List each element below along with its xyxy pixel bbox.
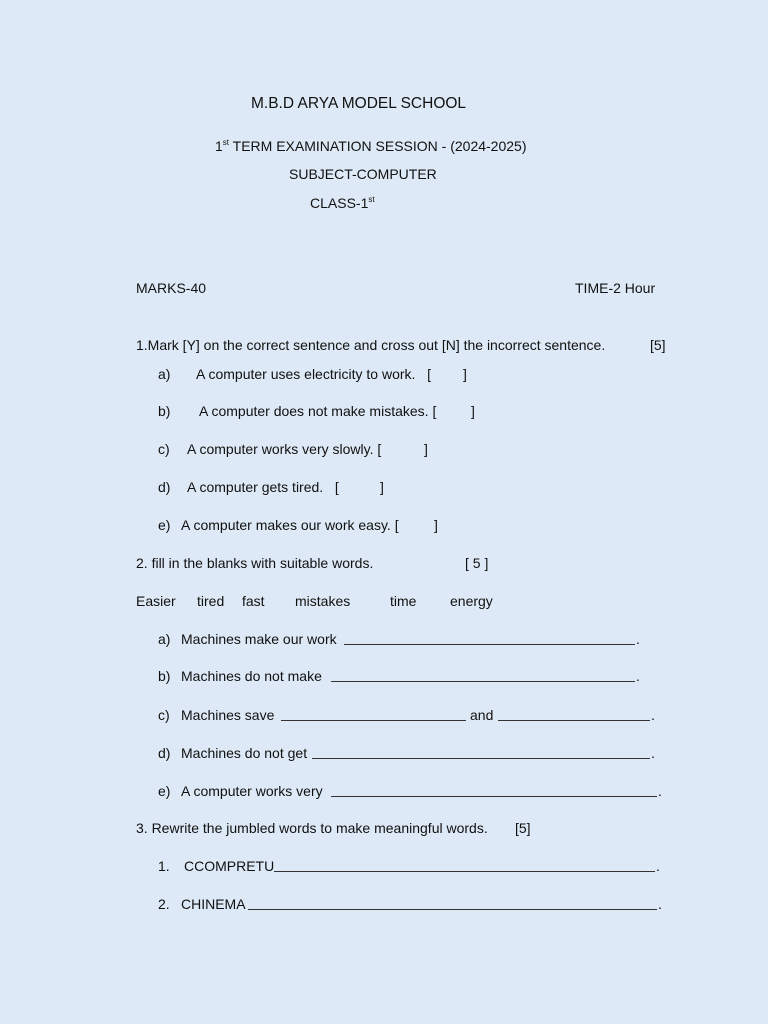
q1-item-b-text: A computer does not make mistakes. [ [199, 403, 437, 419]
term-superscript: st [222, 138, 230, 147]
q1-item-d-bracket: ] [380, 479, 384, 495]
q1-item-e-label: e) [158, 517, 171, 533]
q2-item-c-mid: and [470, 707, 494, 723]
school-name: M.B.D ARYA MODEL SCHOOL [251, 95, 467, 112]
q2-text: 2. fill in the blanks with suitable words. [136, 555, 374, 571]
q1-item-c-text: A computer works very slowly. [ [187, 441, 382, 457]
word-bank-word: time [390, 593, 417, 609]
q1-item-a-label: a) [158, 366, 171, 382]
q2-item-d-end: . [651, 745, 655, 761]
q2-item-d-label: d) [158, 745, 171, 761]
q2-item-b-blank [331, 669, 635, 682]
q3-marks: [5] [515, 820, 531, 836]
word-bank-word: fast [242, 593, 265, 609]
q1-item-d-text: A computer gets tired. [ [187, 479, 339, 495]
q1-item-b-bracket: ] [471, 403, 475, 419]
q2-item-e-label: e) [158, 783, 171, 799]
q2-item-e-text: A computer works very [181, 783, 323, 799]
class-text: CLASS-1 [310, 195, 369, 211]
q2-item-b-text: Machines do not make [181, 668, 322, 684]
q3-item-1-label: 1. [158, 858, 170, 874]
q2-item-d-blank [312, 746, 650, 759]
class-superscript: st [368, 195, 375, 204]
q3-item-1-end: . [656, 858, 660, 874]
q1-item-d-label: d) [158, 479, 171, 495]
term-title [215, 139, 526, 153]
q3-item-1-blank [274, 859, 655, 872]
word-bank-word: tired [197, 593, 225, 609]
word-bank-word: energy [450, 593, 493, 609]
q2-item-a-end: . [636, 631, 640, 647]
q1-item-b-label: b) [158, 403, 171, 419]
q1-item-a-text: A computer uses electricity to work. [ [196, 366, 431, 382]
q2-marks: [ 5 ] [465, 555, 489, 571]
q1-item-e-text: A computer makes our work easy. [ [181, 517, 399, 533]
q2-item-a-blank [344, 632, 635, 645]
q1-marks: [5] [650, 337, 666, 353]
q3-item-2-blank [248, 897, 657, 910]
q2-item-c-blank-1 [281, 708, 466, 721]
q2-item-e-blank [331, 784, 657, 797]
q2-item-b-end: . [636, 668, 640, 684]
word-bank-word: Easier [136, 593, 176, 609]
q2-item-c-blank-2 [498, 708, 650, 721]
q1-text: 1.Mark [Y] on the correct sentence and cross out [N] the incorrect sentence. [136, 337, 606, 353]
q2-item-a-text: Machines make our work [181, 631, 337, 647]
q1-item-c-label: c) [158, 441, 170, 457]
q2-item-a-label: a) [158, 631, 171, 647]
q1-item-c-bracket: ] [424, 441, 428, 457]
q3-item-2-end: . [658, 896, 662, 912]
word-bank-word: mistakes [295, 593, 351, 609]
q1-item-e-bracket: ] [434, 517, 438, 533]
q2-item-d-text: Machines do not get [181, 745, 308, 761]
q2-item-c-end: . [651, 707, 655, 723]
time-label: TIME-2 Hour [575, 280, 656, 296]
q3-item-2-label: 2. [158, 896, 170, 912]
q2-item-b-label: b) [158, 668, 171, 684]
q3-item-1-word: CCOMPRETU [184, 858, 275, 874]
term-number: 1 [215, 138, 223, 154]
marks-label: MARKS-40 [136, 280, 207, 296]
class-title [310, 196, 375, 210]
q2-item-e-end: . [658, 783, 662, 799]
q2-item-c-label: c) [158, 707, 170, 723]
term-text: TERM EXAMINATION SESSION - (2024-2025) [229, 138, 527, 154]
subject-title: SUBJECT-COMPUTER [289, 166, 437, 182]
q1-item-a-bracket: ] [463, 366, 467, 382]
q3-item-2-word: CHINEMA [181, 896, 246, 912]
q2-item-c-text: Machines save [181, 707, 275, 723]
q3-text: 3. Rewrite the jumbled words to make meaningful words. [136, 820, 488, 836]
